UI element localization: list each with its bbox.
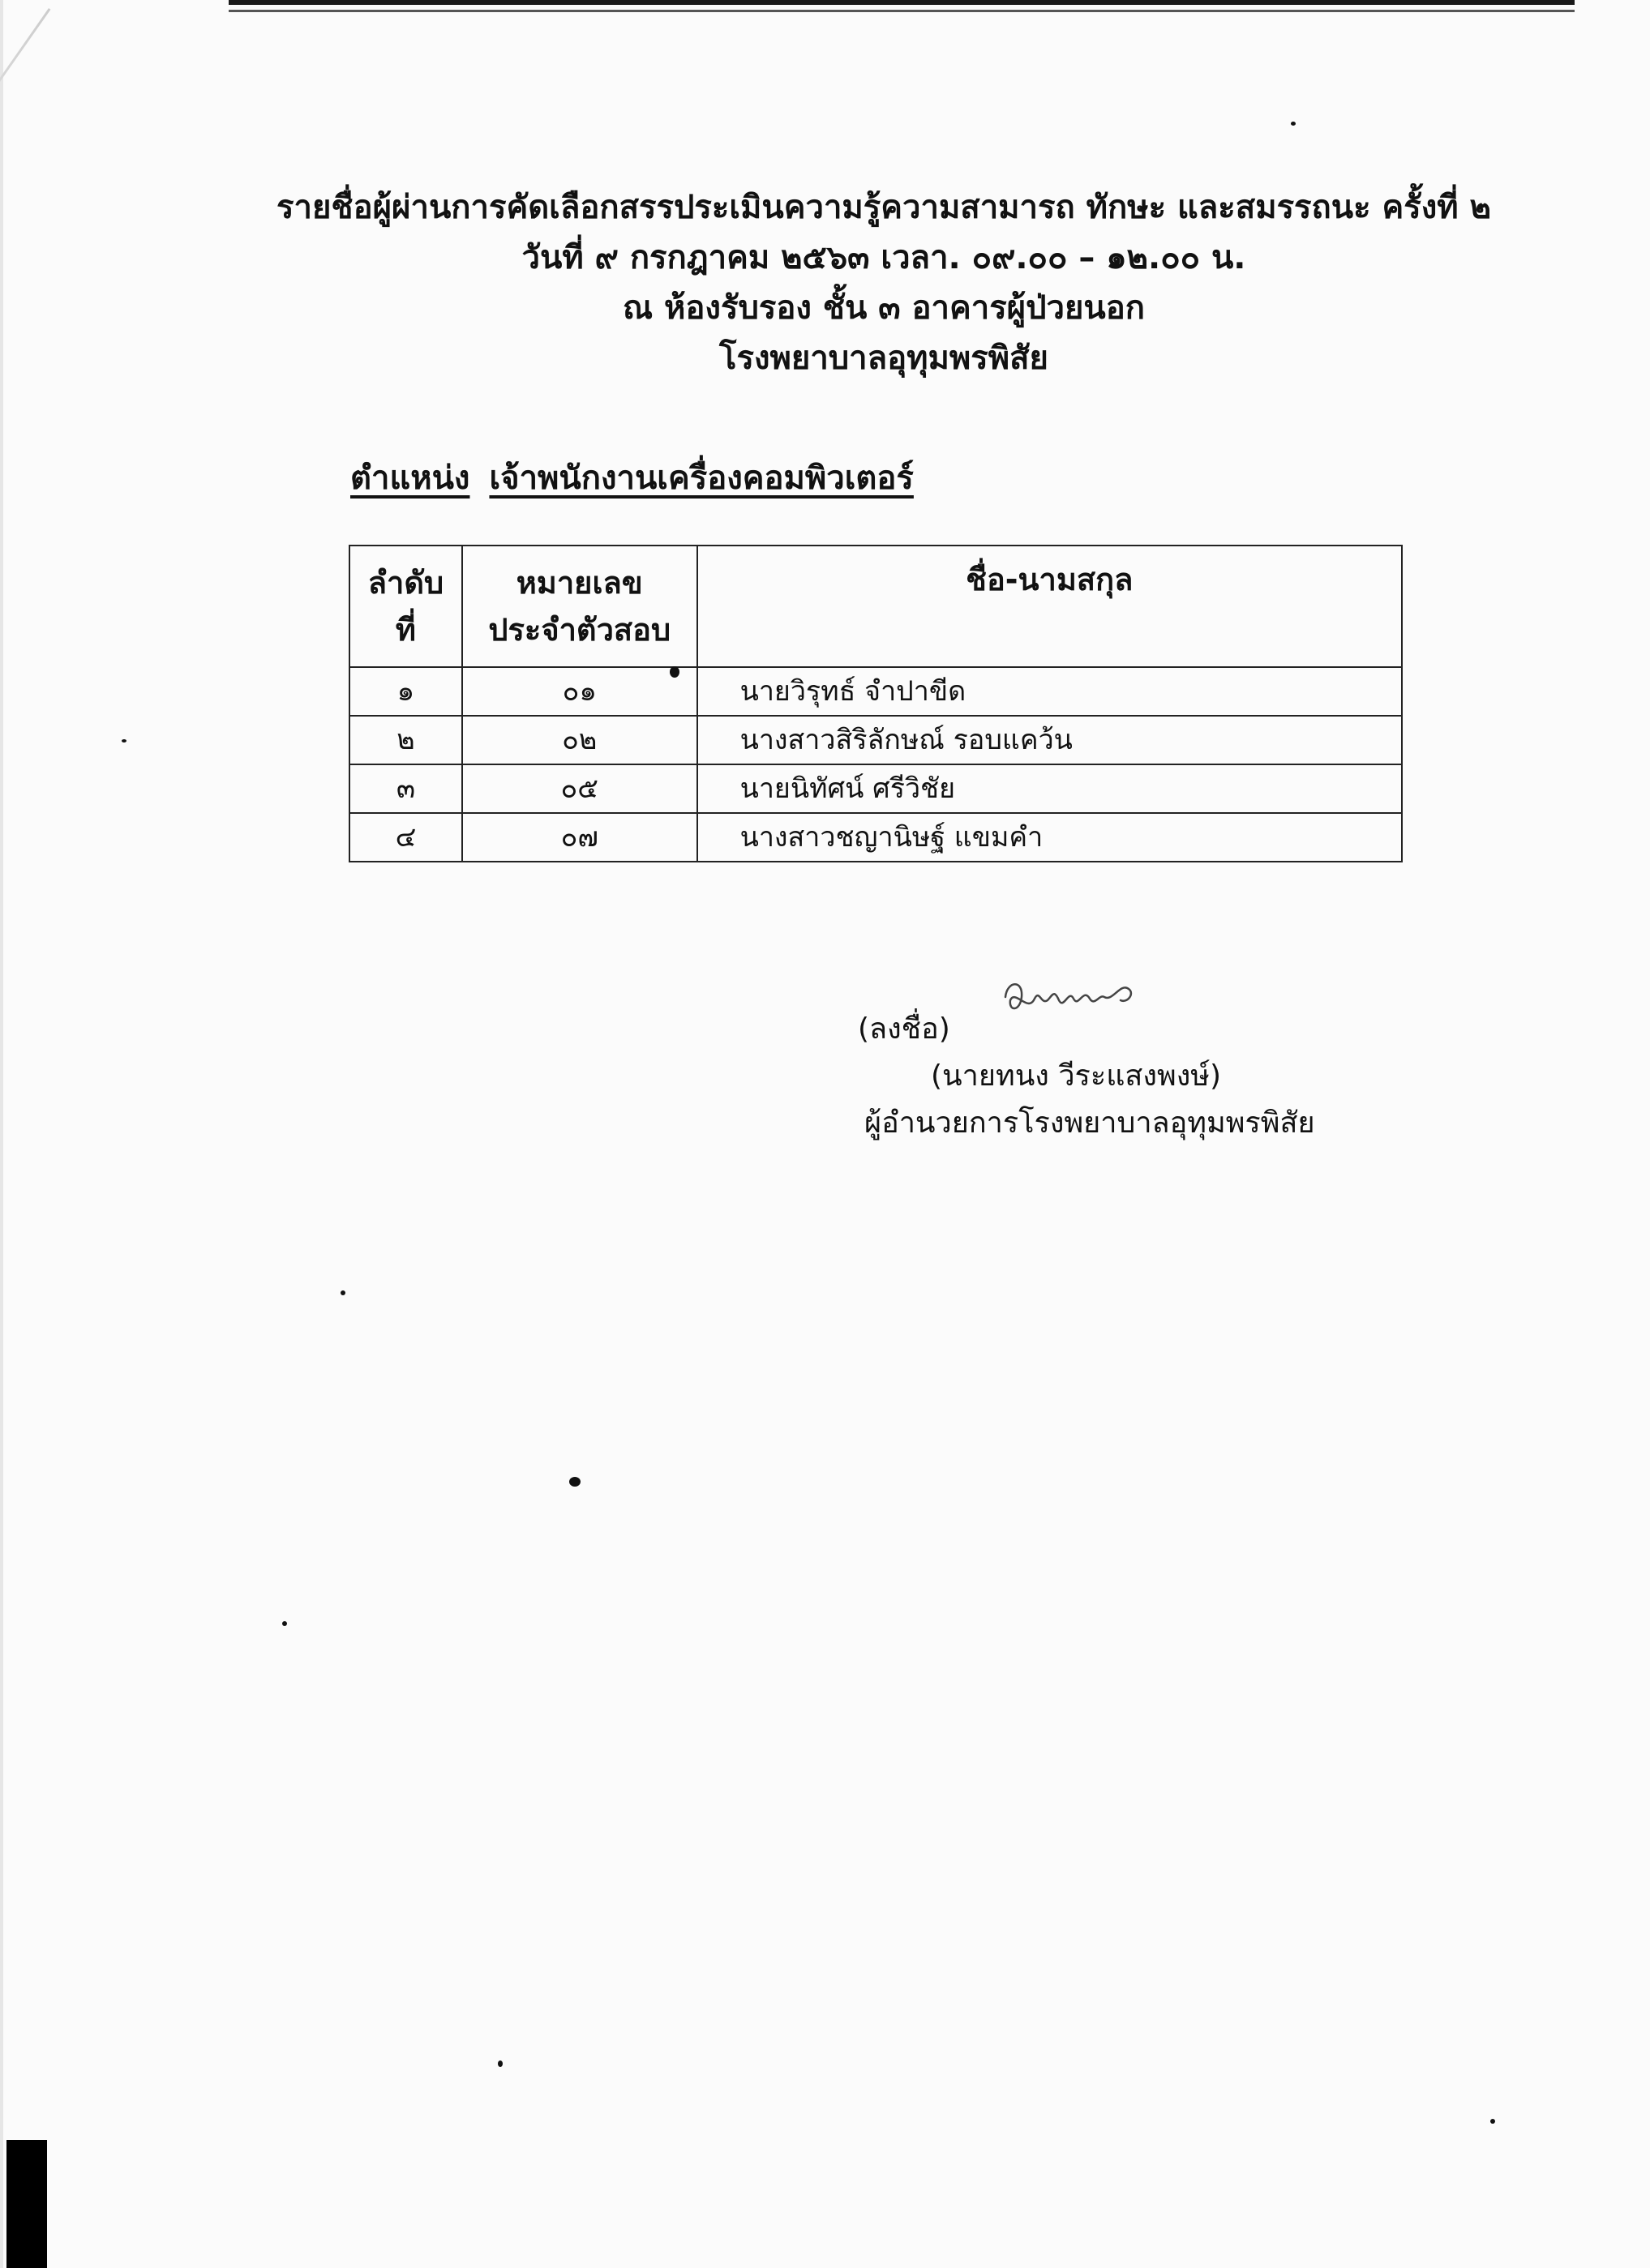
row-seq: ๔ <box>349 813 462 862</box>
header-exam-id <box>462 546 697 667</box>
row-seq: ๒ <box>349 716 462 764</box>
header-id-line2: ประจำตัวสอบ <box>488 612 671 648</box>
row-name: นายนิทัศน์ ศรีวิชัย <box>697 764 1402 813</box>
scan-black-block <box>6 2140 47 2268</box>
row-exam-id: ๐๗ <box>462 813 697 862</box>
scan-top-rule <box>229 0 1575 5</box>
handwritten-signature <box>999 965 1161 1029</box>
scan-top-rule-secondary <box>229 10 1575 12</box>
position-value: เจ้าพนักงานเครื่องคอมพิวเตอร์ <box>489 460 914 497</box>
header-id-line1: หมายเลข <box>516 565 643 601</box>
sign-label: (ลงชื่อ) <box>858 1012 950 1046</box>
header-venue: ณ ห้องรับรอง ชั้น ๓ อาคารผู้ป่วยนอก <box>623 289 1145 327</box>
header-title: รายชื่อผู้ผ่านการคัดเลือกสรรประเมินความรู้ความสามารถ ทักษะ และสมรรถนะ ครั้งที่ ๒ <box>276 189 1491 226</box>
candidates-table <box>349 545 1403 862</box>
signer-name: (นายทนง วีระแสงพงษ์) <box>931 1059 1222 1093</box>
document-header <box>243 182 1524 383</box>
scan-edge <box>0 0 3 2268</box>
row-exam-id: ๐๒ <box>462 716 697 764</box>
ink-speck <box>122 739 126 742</box>
table-row <box>349 813 1402 862</box>
header-seq <box>349 546 462 667</box>
row-exam-id: ๐๕ <box>462 764 697 813</box>
row-seq: ๓ <box>349 764 462 813</box>
header-hospital: โรงพยาบาลอุทุมพรพิสัย <box>719 340 1048 377</box>
ink-speck <box>498 2060 503 2067</box>
header-seq-line2: ที่ <box>395 612 416 648</box>
ink-speck <box>282 1621 287 1626</box>
row-exam-id: ๐๑ <box>462 667 697 716</box>
row-seq: ๑ <box>349 667 462 716</box>
row-name: นางสาวชญานิษฐ์ แขมคำ <box>697 813 1402 862</box>
ink-speck <box>1490 2119 1495 2124</box>
ink-speck <box>341 1290 345 1295</box>
ink-speck <box>670 666 679 678</box>
row-name: นางสาวสิริลักษณ์ รอบแคว้น <box>697 716 1402 764</box>
paper-fold-line <box>0 8 50 222</box>
table-header-row <box>349 546 1402 667</box>
table-row <box>349 667 1402 716</box>
header-seq-line1: ลำดับ <box>367 565 444 601</box>
table-row <box>349 764 1402 813</box>
signer-title: ผู้อำนวยการโรงพยาบาลอุทุมพรพิสัย <box>864 1106 1315 1140</box>
position-label: ตำแหน่ง <box>350 460 470 497</box>
row-name: นายวิรุทธ์ จำปาขีด <box>697 667 1402 716</box>
ink-speck <box>1291 122 1296 126</box>
table-row <box>349 716 1402 764</box>
ink-speck <box>569 1477 581 1487</box>
header-date-time: วันที่ ๙ กรกฎาคม ๒๕๖๓ เวลา. ๐๙.๐๐ – ๑๒.๐๐ น. <box>521 239 1246 276</box>
position-line <box>350 451 914 503</box>
header-name: ชื่อ-นามสกุล <box>697 546 1402 667</box>
